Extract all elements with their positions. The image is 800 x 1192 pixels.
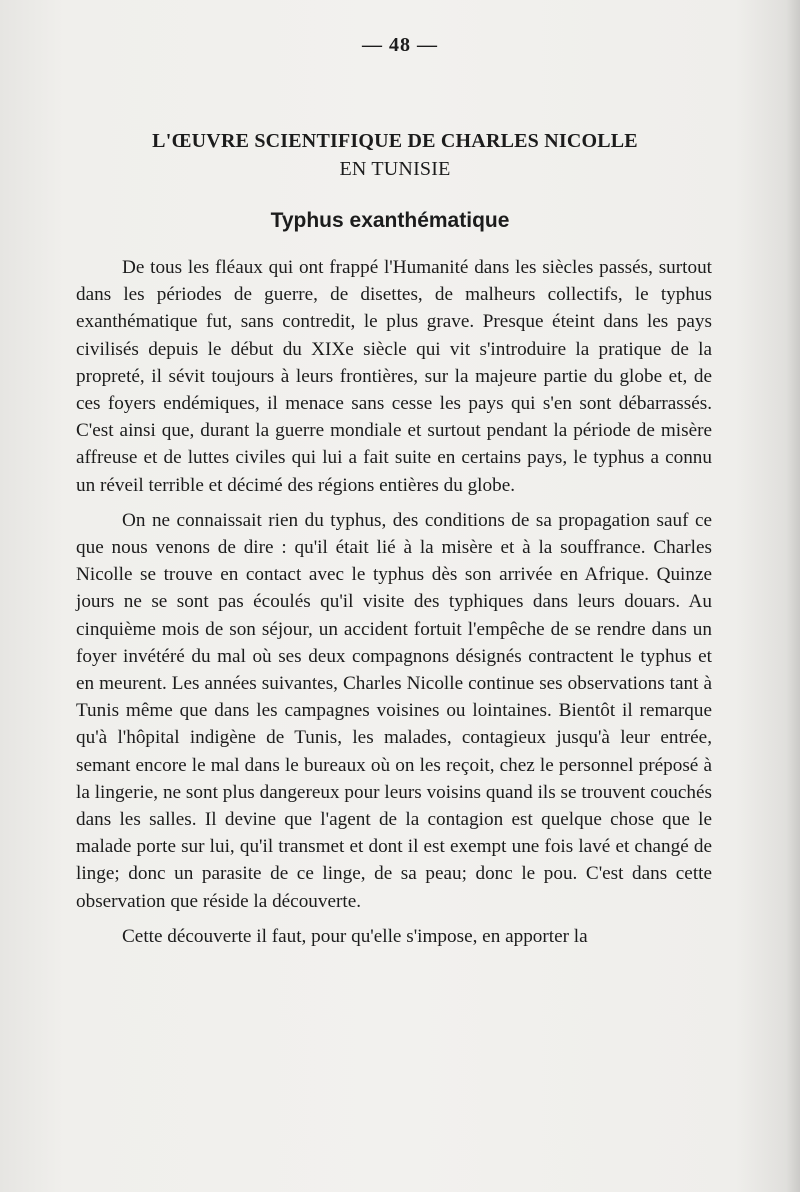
page-number: — 48 — (362, 34, 438, 56)
scan-edge-shadow (786, 0, 800, 1192)
body-text (76, 254, 712, 958)
paragraph-2: On ne connaissait rien du typhus, des conditions de sa propagation sauf ce que nous venons de dire : qu'il était lié à la misère et à la souffrance. Charles Nicolle se trouve en contact avec le typhus dès son arrivée en Afrique. Quinze jours ne se sont pas écoulés qu'il visite des typhiques dans leurs douars. Au cinquième mois de son séjour, un accident fortuit l'empêche de se rendre dans un foyer invétéré du mal où ses deux compagnons désignés contractent le typhus et en meurent. Les années suivantes, Charles Nicolle continue ses observations tant à Tunis même que dans les campagnes voisines ou lointaines. Bientôt il remarque qu'à l'hôpital indigène de Tunis, les malades, contagieux jusqu'à leur entrée, semant encore le mal dans le bureaux où on les reçoit, chez le personnel préposé à la lingerie, ne sont plus dangereux pour leurs voisins quand ils se trouvent couchés dans les salles. Il devine que l'agent de la contagion est quelque chose que le malade porte sur lui, qu'il transmet et dont il est exempt une fois lavé et changé de linge; donc un parasite de ce linge, de sa peau; donc le pou. C'est dans cette observation que réside la découverte. (76, 509, 712, 912)
title-line-2: EN TUNISIE (339, 158, 451, 180)
paragraph-3: Cette découverte il faut, pour qu'elle s'impose, en apporter la (122, 925, 588, 947)
paragraph-1: De tous les fléaux qui ont frappé l'Humanité dans les siècles passés, surtout dans les périodes de guerre, de disettes, de malheurs collectifs, le typhus exanthématique fut, sans contredit, le plus grave. Presque éteint dans les pays civilisés depuis le début du XIXe siècle qui vit s'introduire la pratique de la propreté, il sévit toujours à leurs frontières, sur la majeure partie du globe et, de ces foyers endémiques, il menace sans cesse les pays qui s'en sont débarrassés. C'est ainsi que, durant la guerre mondiale et surtout pendant la période de misère affreuse et de luttes civiles qui lui a fait suite en certains pays, le typhus a connu un réveil terrible et décimé des régions entières du globe. (76, 257, 712, 496)
page-title (0, 127, 790, 183)
title-line-1: L'ŒUVRE SCIENTIFIQUE DE CHARLES NICOLLE (152, 130, 638, 152)
section-heading: Typhus exanthématique (270, 209, 510, 232)
